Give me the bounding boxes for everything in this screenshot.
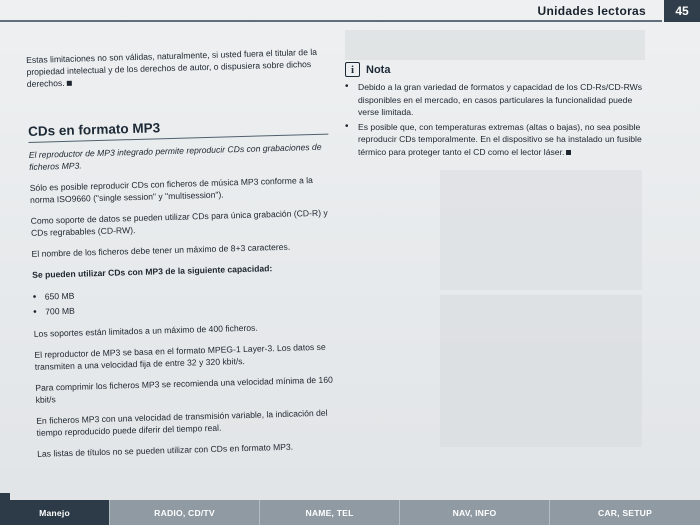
- paragraph-iso: Sólo es posible reproducir CDs con ficheros de música MP3 conforme a la norma ISO9660 ("single session" y "multisession").: [29, 175, 314, 205]
- end-square-icon: [67, 81, 72, 86]
- header-title: Unidades lectoras: [537, 4, 646, 18]
- nota-header: [345, 62, 645, 77]
- list-item: [345, 121, 645, 159]
- list-item: • 700 MB: [33, 297, 333, 320]
- intro-paragraph: [26, 46, 327, 90]
- capacity-heading: Se pueden utilizar CDs con MP3 de la siguiente capacidad:: [32, 263, 273, 280]
- show-through-photo-lower: [440, 295, 642, 447]
- list-item: • 650 MB: [33, 282, 333, 305]
- footer-tab-radio[interactable]: RADIO, CD/TV: [110, 500, 260, 525]
- header-rule: [0, 20, 662, 22]
- paragraph-format: El reproductor de MP3 se basa en el formato MPEG-1 Layer-3. Los datos se transmiten a una velocidad fija de entre 32 y 320 kbit/s.: [34, 341, 326, 372]
- footer-tab-manejo[interactable]: Manejo: [0, 500, 110, 525]
- info-icon: i: [345, 62, 360, 77]
- section-subtitle: El reproductor de MP3 integrado permite reproducir CDs con grabaciones de ficheros MP3.: [28, 141, 322, 172]
- nota-box: [345, 62, 645, 160]
- page-number: 45: [664, 0, 700, 22]
- nota-title: Nota: [366, 63, 391, 76]
- paragraph-compression: Para comprimir los ficheros MP3 se recomienda una velocidad mínima de 160 kbit/s: [35, 374, 333, 405]
- paragraph-filename: El nombre de los ficheros debe tener un máximo de 8+3 caracteres.: [31, 241, 291, 259]
- paragraph-max-files: Los soportes están limitados a un máximo de 400 ficheros.: [33, 322, 258, 339]
- paragraph-media: Como soporte de datos se pueden utilizar CDs para única grabación (CD-R) y CDs regrabables (CD-RW).: [30, 207, 328, 238]
- nota-item-text: Es posible que, con temperaturas extremas (altas o bajas), no sea posible reproducir CDs temporalmente. En el dispositivo se ha instalado un fusible térmico para proteger tanto el CD como el lector láser.: [358, 121, 642, 157]
- paragraph-variable-rate: En ficheros MP3 con una velocidad de transmisión variable, la indicación del tiempo reproducido puede diferir del tiempo real.: [36, 407, 328, 438]
- footer-nav: [0, 500, 700, 525]
- capacity-list: [33, 282, 334, 320]
- footer-tab-name-tel[interactable]: NAME, TEL: [260, 500, 400, 525]
- section-title: CDs en formato MP3: [28, 116, 328, 143]
- show-through-block: [345, 30, 645, 60]
- corner-mark: [0, 493, 10, 500]
- list-item: • Debido a la gran variedad de formatos y capacidad de los CD-Rs/CD-RWs disponibles en el mercado, en casos particulares la funcionalidad puede verse limitada.: [345, 81, 645, 119]
- end-square-icon: [566, 150, 571, 155]
- footer-tab-nav-info[interactable]: NAV, INFO: [400, 500, 550, 525]
- intro-text: Estas limitaciones no son válidas, naturalmente, si usted fuera el titular de la propiedad intelectual y de los derechos de autor, o dispusiera sobre dichos derechos.: [26, 46, 318, 89]
- show-through-photo: [440, 170, 642, 290]
- left-column: [26, 46, 337, 469]
- footer-tab-car-setup[interactable]: CAR, SETUP: [597, 507, 653, 518]
- paragraph-title-lists: Las listas de títulos no se pueden utilizar con CDs en formato MP3.: [37, 441, 294, 459]
- nota-list: [345, 81, 645, 158]
